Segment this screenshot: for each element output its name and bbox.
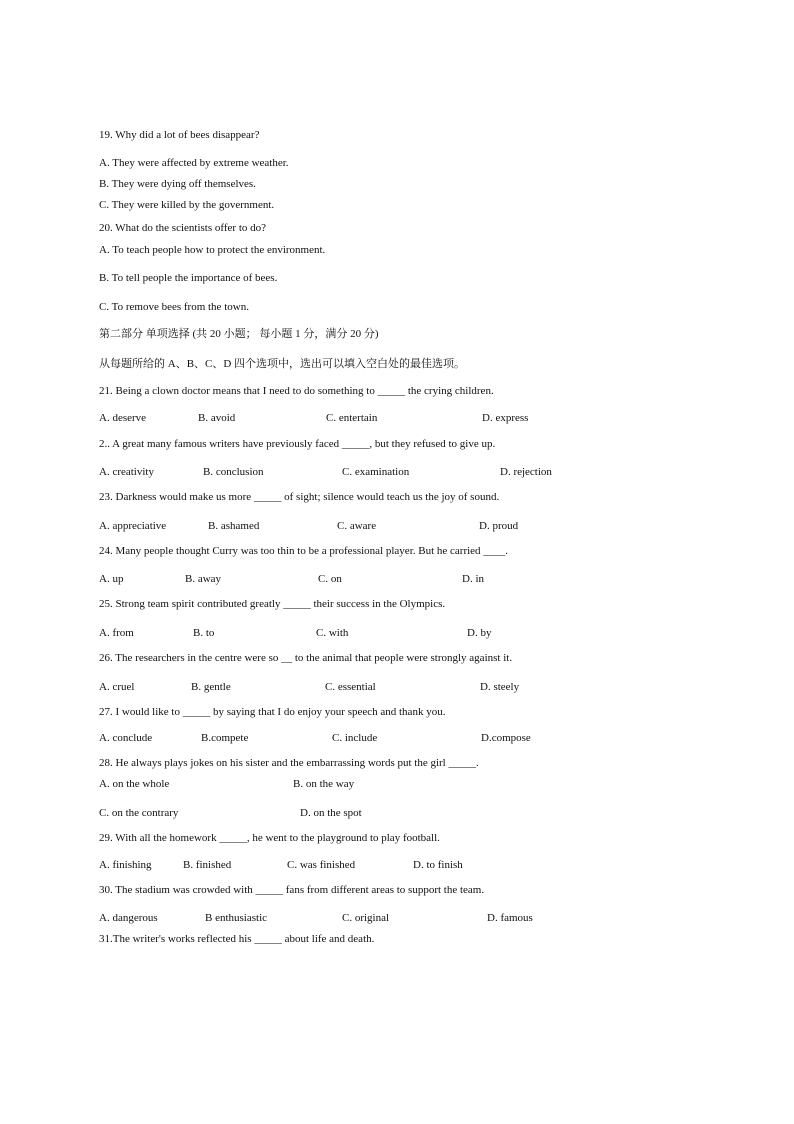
- option-30-c: C. original: [342, 912, 390, 924]
- option-30-b: B enthusiastic: [205, 912, 268, 924]
- option-19-a: A. They were affected by extreme weather.: [99, 157, 289, 169]
- option-23-b: B. ashamed: [208, 520, 260, 532]
- question-stem-29: 29. With all the homework _____, he went to the playground to play football.: [99, 832, 440, 844]
- option-24-b: B. away: [185, 573, 222, 585]
- option-25-c: C. with: [316, 627, 349, 639]
- option-21-c: C. entertain: [326, 412, 378, 424]
- option-22-c: C. examination: [342, 466, 410, 478]
- option-28-c: C. on the contrary: [99, 807, 179, 819]
- option-27-b: B.compete: [201, 732, 249, 744]
- option-23-a: A. appreciative: [99, 520, 167, 532]
- option-30-d: D. famous: [487, 912, 533, 924]
- option-26-b: B. gentle: [191, 681, 231, 693]
- option-24-d: D. in: [462, 573, 484, 585]
- option-29-b: B. finished: [183, 859, 232, 871]
- option-20-a: A. To teach people how to protect the environment.: [99, 244, 326, 256]
- question-stem-26: 26. The researchers in the centre were so __ to the animal that people were strongly against it.: [99, 652, 513, 664]
- option-19-c: C. They were killed by the government.: [99, 199, 275, 211]
- option-20-b: B. To tell people the importance of bees.: [99, 272, 278, 284]
- question-stem-31: 31.The writer's works reflected his _____ about life and death.: [99, 933, 375, 945]
- option-24-c: C. on: [318, 573, 342, 585]
- option-26-d: D. steely: [480, 681, 520, 693]
- option-28-d: D. on the spot: [300, 807, 362, 819]
- question-stem-21: 21. Being a clown doctor means that I need to do something to _____ the crying children.: [99, 385, 494, 397]
- option-21-d: D. express: [482, 412, 529, 424]
- option-27-a: A. conclude: [99, 732, 153, 744]
- part-two-heading: 第二部分 单项选择 (共 20 小题； 每小题 1 分，满分 20 分): [99, 328, 379, 340]
- option-23-c: C. aware: [337, 520, 377, 532]
- part-two-instruction: 从每题所给的 A、B、C、D 四个选项中，选出可以填入空白处的最佳选项。: [99, 358, 466, 370]
- option-23-d: D. proud: [479, 520, 519, 532]
- question-stem-23: 23. Darkness would make us more _____ of sight; silence would teach us the joy of sound.: [99, 491, 500, 503]
- option-25-b: B. to: [193, 627, 215, 639]
- option-22-a: A. creativity: [99, 466, 154, 478]
- question-stem-24: 24. Many people thought Curry was too thin to be a professional player. But he carried ____.: [99, 545, 509, 557]
- question-stem-28: 28. He always plays jokes on his sister and the embarrassing words put the girl _____.: [99, 757, 479, 769]
- option-25-a: A. from: [99, 627, 134, 639]
- option-19-b: B. They were dying off themselves.: [99, 178, 256, 190]
- question-stem-20: 20. What do the scientists offer to do?: [99, 222, 267, 234]
- question-stem-27: 27. I would like to _____ by saying that I do enjoy your speech and thank you.: [99, 706, 446, 718]
- option-20-c: C. To remove bees from the town.: [99, 301, 249, 313]
- option-30-a: A. dangerous: [99, 912, 158, 924]
- option-27-c: C. include: [332, 732, 378, 744]
- option-21-b: B. avoid: [198, 412, 236, 424]
- option-29-d: D. to finish: [413, 859, 463, 871]
- question-stem-22: 2.. A great many famous writers have previously faced _____, but they refused to give up.: [99, 438, 496, 450]
- option-21-a: A. deserve: [99, 412, 147, 424]
- question-stem-30: 30. The stadium was crowded with _____ fans from different areas to support the team.: [99, 884, 485, 896]
- option-26-a: A. cruel: [99, 681, 135, 693]
- option-28-a: A. on the whole: [99, 778, 170, 790]
- option-26-c: C. essential: [325, 681, 376, 693]
- option-29-c: C. was finished: [287, 859, 356, 871]
- option-28-b: B. on the way: [293, 778, 355, 790]
- option-25-d: D. by: [467, 627, 492, 639]
- question-stem-19: 19. Why did a lot of bees disappear?: [99, 129, 260, 141]
- option-22-d: D. rejection: [500, 466, 552, 478]
- question-stem-25: 25. Strong team spirit contributed greatly _____ their success in the Olympics.: [99, 598, 446, 610]
- option-29-a: A. finishing: [99, 859, 152, 871]
- option-27-d: D.compose: [481, 732, 531, 744]
- option-22-b: B. conclusion: [203, 466, 264, 478]
- option-24-a: A. up: [99, 573, 124, 585]
